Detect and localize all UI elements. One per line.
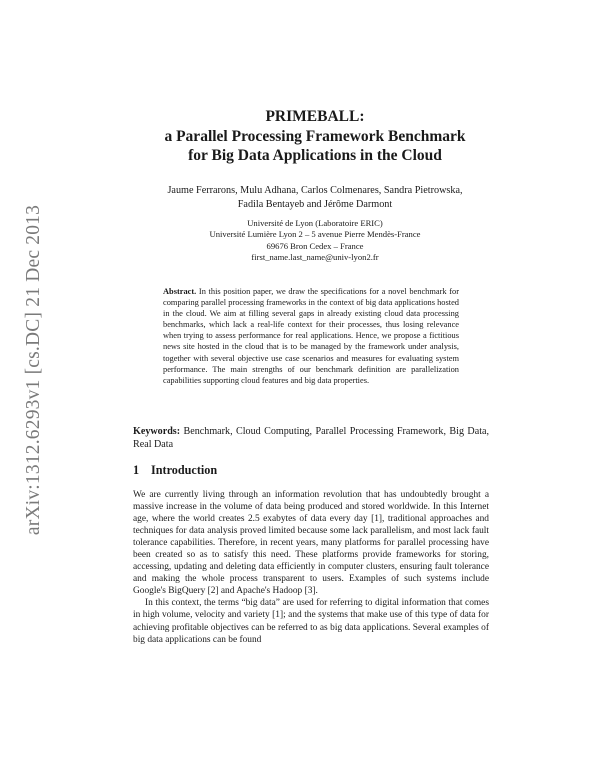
affiliation-block	[100, 218, 530, 263]
introduction-body	[133, 489, 489, 646]
affiliation-line-2: Université Lumière Lyon 2 – 5 avenue Pierre Mendès-France	[209, 229, 421, 240]
authors-line-1: Jaume Ferrarons, Mulu Adhana, Carlos Colmenares, Sandra Pietrowska,	[167, 185, 463, 196]
paper-title	[100, 107, 530, 166]
section-title: Introduction	[151, 463, 218, 477]
keywords-text: Benchmark, Cloud Computing, Parallel Processing Framework, Big Data, Real Data	[133, 426, 489, 450]
affiliation-line-1: Université de Lyon (Laboratoire ERIC)	[247, 218, 383, 228]
keywords-label: Keywords:	[133, 426, 181, 437]
author-email: first_name.last_name@univ-lyon2.fr	[251, 251, 379, 262]
arxiv-identifier	[22, 190, 46, 550]
title-line-3: for Big Data Applications in the Cloud	[188, 147, 442, 164]
abstract-text: In this position paper, we draw the specifications for a novel benchmark for comparing parallel processing frameworks in the context of big data applications hosted in the cloud. We aim at filling several gaps in already existing cloud data processing benchmarks, which lack a real-life context for their processes, thus losing relevance when trying to assess performance for real applications. Hence, we propose a fictitious news site hosted in the cloud that is to be managed by the framework under analysis, together with several objective use case scenarios and measures for evaluating system performance. The main strengths of our benchmark definition are parallelization capabilities supporting cloud features and big data properties.	[163, 287, 459, 385]
title-line-2: a Parallel Processing Framework Benchmark	[164, 127, 466, 145]
author-list	[100, 184, 530, 211]
section-number: 1	[133, 463, 140, 477]
authors-line-2: Fadila Bentayeb and Jérôme Darmont	[237, 198, 393, 210]
title-line-1: PRIMEBALL:	[265, 108, 365, 125]
abstract	[163, 286, 459, 386]
arxiv-identifier-text: arXiv:1312.6293v1 [cs.DC] 21 Dec 2013	[23, 204, 44, 536]
section-heading	[133, 463, 217, 478]
abstract-label: Abstract.	[163, 287, 197, 296]
keywords	[133, 425, 489, 451]
paragraph-2: In this context, the terms “big data” are used for referring to digital information that comes in high volume, velocity and variety [1]; and the systems that make use of this type of data for achieving profitable objectives can be referred to as big data applications. Several examples of big data applications can be found	[133, 598, 489, 645]
affiliation-line-3: 69676 Bron Cedex – France	[266, 240, 364, 251]
paragraph-1: We are currently living through an information revolution that has undoubtedly brought a massive increase in the volume of data being produced and stored worldwide. In this Internet age, where the world creates 2.5 exabytes of data every day [1], traditional approaches and techniques for data analysis proved limited because some lack parallelism, and most lack fault tolerance capabilities. Therefore, in recent years, many platforms for parallel processing have been created so as to satisfy this need. These platforms provide frameworks for storing, accessing, updating and deleting data efficiently in computer clusters, ensuring fault tolerance and making the whole process transparent to users. Examples of such systems include Google's BigQuery [2] and Apache's Hadoop [3].	[133, 490, 489, 597]
